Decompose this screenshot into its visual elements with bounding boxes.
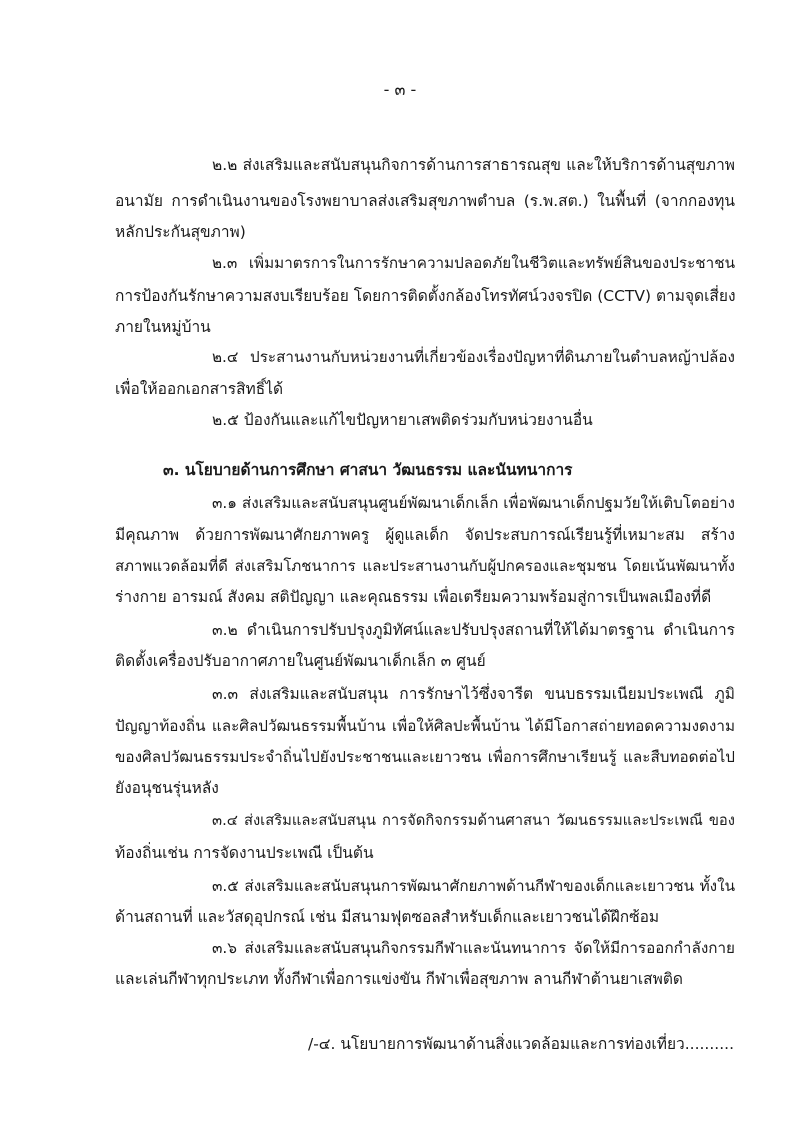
paragraph-line: ๒.๓ เพิ่มมาตรการในการรักษาความปลอดภัยในชีวิตและทรัพย์สินของประชาชน — [212, 254, 735, 272]
paragraph-line: ปัญญาท้องถิ่น และศิลปวัฒนธรรมพื้นบ้าน เพื่อให้ศิลปะพื้นบ้าน ได้มีโอกาสถ่ายทอดความงดงาม — [115, 717, 735, 735]
paragraph-line: ร่างกาย อารมณ์ สังคม สติปัญญา และคุณธรรม เพื่อเตรียมความพร้อมสู่การเป็นพลเมืองที่ดี — [115, 588, 712, 606]
paragraph-line: การป้องกันรักษาความสงบเรียบร้อย โดยการติดตั้งกล้องโทรทัศน์วงจรปิด (CCTV) ตามจุดเสี่ยง — [115, 287, 736, 305]
continuation-note: /-๔. นโยบายการพัฒนาด้านสิ่งแวดล้อมและการท่องเที่ยว.......... — [307, 1035, 734, 1053]
paragraph-line: ๓.๓ ส่งเสริมและสนับสนุน การรักษาไว้ซึ่งจารีต ขนบธรรมเนียมประเพณี ภูมิ — [212, 685, 735, 703]
paragraph-line: สภาพแวดล้อมที่ดี ส่งเสริมโภชนาการ และประสานงานกับผู้ปกครองและชุมชน โดยเน้นพัฒนาทั้ง — [115, 557, 735, 575]
paragraph-line: ของศิลปวัฒนธรรมประจำถิ่นไปยังประชาชนและเยาวชน เพื่อการศึกษาเรียนรู้ และสืบทอดต่อไป — [115, 748, 735, 766]
paragraph-line: ภายในหมู่บ้าน — [115, 318, 211, 336]
paragraph-line: ๓.๕ ส่งเสริมและสนับสนุนการพัฒนาศักยภาพด้านกีฬาของเด็กและเยาวชน ทั้งใน — [212, 877, 735, 895]
paragraph-line: ยังอนุชนรุ่นหลัง — [115, 779, 219, 797]
paragraph-line: ๒.๒ ส่งเสริมและสนับสนุนกิจการด้านการสาธารณสุข และให้บริการด้านสุขภาพ — [212, 156, 735, 174]
paragraph-line: มีคุณภาพ ด้วยการพัฒนาศักยภาพครู ผู้ดูแลเด็ก จัดประสบการณ์เรียนรู้ที่เหมาะสม สร้าง — [115, 526, 735, 544]
paragraph-line: ๒.๔ ประสานงานกับหน่วยงานที่เกี่ยวข้องเรื่องปัญหาที่ดินภายในตำบลหญ้าปล้อง — [212, 348, 735, 366]
paragraph-line: ติดตั้งเครื่องปรับอากาศภายในศูนย์พัฒนาเด็กเล็ก ๓ ศูนย์ — [115, 652, 486, 670]
paragraph-line: ๓.๑ ส่งเสริมและสนับสนุนศูนย์พัฒนาเด็กเล็ก เพื่อพัฒนาเด็กปฐมวัยให้เติบโตอย่าง — [212, 494, 735, 512]
section-heading: ๓. นโยบายด้านการศึกษา ศาสนา วัฒนธรรม และนันทนาการ — [163, 461, 573, 479]
paragraph-line: ด้านสถานที่ และวัสดุอุปกรณ์ เช่น มีสนามฟุตซอลสำหรับเด็กและเยาวชนได้ฝึกซ้อม — [115, 908, 660, 926]
paragraph-line: ๒.๕ ป้องกันและแก้ไขปัญหายาเสพติดร่วมกับหน่วยงานอื่น — [212, 411, 593, 429]
paragraph-line: เพื่อให้ออกเอกสารสิทธิ์ได้ — [115, 380, 284, 398]
paragraph-line: และเล่นกีฬาทุกประเภท ทั้งกีฬาเพื่อการแข่งขัน กีฬาเพื่อสุขภาพ ลานกีฬาต้านยาเสพติด — [115, 970, 683, 988]
page-number: - ๓ - — [383, 80, 417, 99]
paragraph-line: อนามัย การดำเนินงานของโรงพยาบาลส่งเสริมสุขภาพตำบล (ร.พ.สต.) ในพื้นที่ (จากกองทุน — [115, 192, 735, 210]
paragraph-line: ท้องถิ่นเช่น การจัดงานประเพณี เป็นต้น — [115, 844, 374, 862]
paragraph-line: หลักประกันสุขภาพ) — [115, 223, 246, 241]
paragraph-line: ๓.๖ ส่งเสริมและสนับสนุนกิจกรรมกีฬาและนันทนาการ จัดให้มีการออกกำลังกาย — [212, 939, 735, 957]
paragraph-line: ๓.๔ ส่งเสริมและสนับสนุน การจัดกิจกรรมด้านศาสนา วัฒนธรรมและประเพณี ของ — [212, 812, 735, 829]
paragraph-line: ๓.๒ ดำเนินการปรับปรุงภูมิทัศน์และปรับปรุงสถานที่ให้ได้มาตรฐาน ดำเนินการ — [212, 621, 735, 639]
